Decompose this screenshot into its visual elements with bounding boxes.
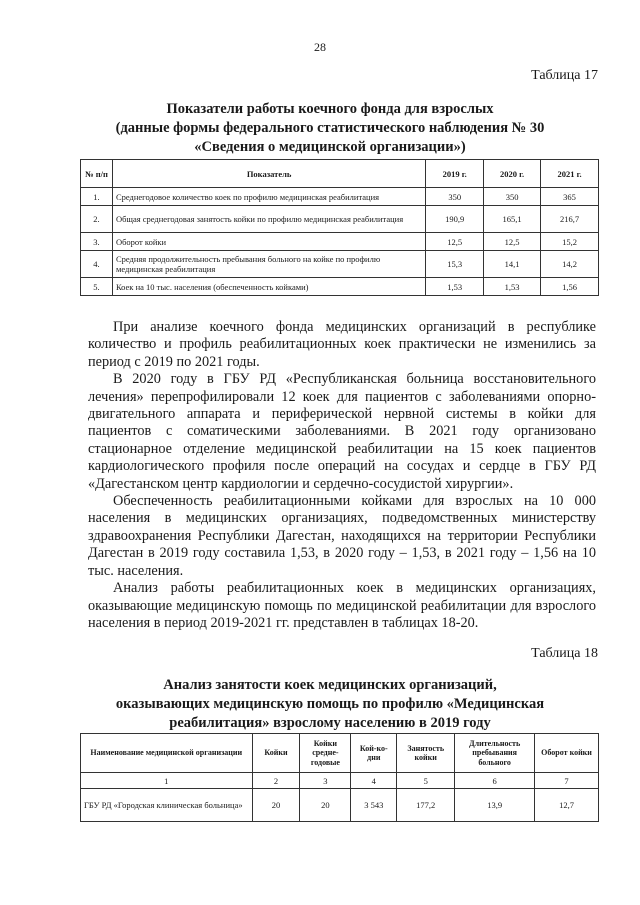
- value-cell: 15,3: [426, 251, 484, 278]
- column-number: 7: [535, 773, 599, 789]
- page-number: 28: [314, 40, 326, 54]
- indicator-cell: Оборот койки: [112, 233, 425, 251]
- column-number-row: [81, 773, 599, 789]
- table-17-title-line: «Сведения о медицинской организации»): [194, 139, 466, 155]
- table-row: [81, 188, 599, 206]
- column-number: 4: [351, 773, 397, 789]
- organization-cell: ГБУ РД «Городская клиническая больница»: [81, 789, 253, 822]
- value-cell: 12,5: [426, 233, 484, 251]
- table-18-title-line: оказывающих медицинскую помощь по профилю «Медицинская: [115, 696, 545, 712]
- value-cell: 14,1: [484, 251, 541, 278]
- header-cell: Койки: [252, 734, 300, 773]
- row-number: 4.: [81, 251, 113, 278]
- value-cell: 15,2: [541, 233, 599, 251]
- table-18-title-line: реабилитация» взрослому населению в 2019 году: [169, 715, 491, 731]
- table-17-label: Таблица 17: [531, 68, 598, 83]
- value-cell: 13,9: [455, 789, 535, 822]
- table-row: [81, 789, 599, 822]
- table-row: [81, 278, 599, 296]
- row-number: 3.: [81, 233, 113, 251]
- header-cell: 2021 г.: [541, 160, 599, 188]
- table-18-title: [60, 676, 600, 733]
- header-cell: Показатель: [112, 160, 425, 188]
- header-cell: Занятость койки: [397, 734, 455, 773]
- paragraph: Обеспеченность реабилитационными койками для взрослых на 10 000 населения в медицинских организациях, подведомственных министерству здравоохранения Республики Дагестан, находящихся на территории Республики Дагестан в 2019 году составила 1,53, в 2020 году – 1,53, в 2021 году – 1,56 на 10 тыс. населения.: [88, 493, 596, 579]
- column-number: 1: [81, 773, 253, 789]
- value-cell: 216,7: [541, 206, 599, 233]
- header-cell: Оборот койки: [535, 734, 599, 773]
- value-cell: 12,7: [535, 789, 599, 822]
- value-cell: 165,1: [484, 206, 541, 233]
- paragraph: Анализ работы реабилитационных коек в медицинских организациях, оказывающие медицинскую помощь по медицинской реабилитации для взрослого населения в период 2019-2021 гг. представлен в таблицах 18-20.: [88, 580, 596, 631]
- header-cell: Наименование медицинской организации: [81, 734, 253, 773]
- row-number: 5.: [81, 278, 113, 296]
- column-number: 3: [300, 773, 351, 789]
- value-cell: 20: [252, 789, 300, 822]
- row-number: 1.: [81, 188, 113, 206]
- header-cell: Длительность пребывания больного: [455, 734, 535, 773]
- table-row: [81, 206, 599, 233]
- value-cell: 1,56: [541, 278, 599, 296]
- table-17: [80, 159, 599, 296]
- paragraph: При анализе коечного фонда медицинских организаций в республике количество и профиль реабилитационных коек практически не изменились за период с 2019 по 2021 годы.: [88, 319, 596, 370]
- header-cell: 2019 г.: [426, 160, 484, 188]
- column-number: 5: [397, 773, 455, 789]
- value-cell: 1,53: [426, 278, 484, 296]
- table-row: [81, 233, 599, 251]
- value-cell: 350: [484, 188, 541, 206]
- body-text: [88, 319, 596, 632]
- indicator-cell: Средняя продолжительность пребывания больного на койке по профилю медицинская реабилитация: [112, 251, 425, 278]
- column-number: 6: [455, 773, 535, 789]
- row-number: 2.: [81, 206, 113, 233]
- table-header-row: [81, 734, 599, 773]
- table-18-label: Таблица 18: [531, 646, 598, 661]
- value-cell: 12,5: [484, 233, 541, 251]
- table-18: [80, 733, 599, 822]
- table-17-title-line: Показатели работы коечного фонда для взрослых: [166, 101, 494, 117]
- header-cell: Кой-ко-дни: [351, 734, 397, 773]
- indicator-cell: Среднегодовое количество коек по профилю медицинская реабилитация: [112, 188, 425, 206]
- indicator-cell: Коек на 10 тыс. населения (обеспеченность койками): [112, 278, 425, 296]
- value-cell: 14,2: [541, 251, 599, 278]
- indicator-cell: Общая среднегодовая занятость койки по профилю медицинская реабилитация: [112, 206, 425, 233]
- value-cell: 20: [300, 789, 351, 822]
- table-row: [81, 251, 599, 278]
- value-cell: 350: [426, 188, 484, 206]
- table-18-title-line: Анализ занятости коек медицинских организаций,: [163, 677, 497, 693]
- header-cell: 2020 г.: [484, 160, 541, 188]
- value-cell: 3 543: [351, 789, 397, 822]
- column-number: 2: [252, 773, 300, 789]
- value-cell: 365: [541, 188, 599, 206]
- value-cell: 190,9: [426, 206, 484, 233]
- header-cell: Койки средне-годовые: [300, 734, 351, 773]
- value-cell: 1,53: [484, 278, 541, 296]
- table-17-title: [60, 100, 600, 157]
- table-17-title-line: (данные формы федерального статистического наблюдения № 30: [115, 120, 545, 136]
- table-header-row: [81, 160, 599, 188]
- header-cell: № п/п: [81, 160, 113, 188]
- value-cell: 177,2: [397, 789, 455, 822]
- paragraph: В 2020 году в ГБУ РД «Республиканская больница восстановительного лечения» перепрофилировали 12 коек для пациентов с заболеваниями опорно-двигательного аппарата и периферической нервной системы в койки для пациентов с соматическими заболеваниями. В 2021 году организовано стационарное отделение медицинской реабилитации на 15 коек пациентов кардиологического профиля после операций на сосудах и сердце в ГБУ РД «Дагестанском центр кардиологии и сердечно-сосудистой хирургии».: [88, 371, 596, 492]
